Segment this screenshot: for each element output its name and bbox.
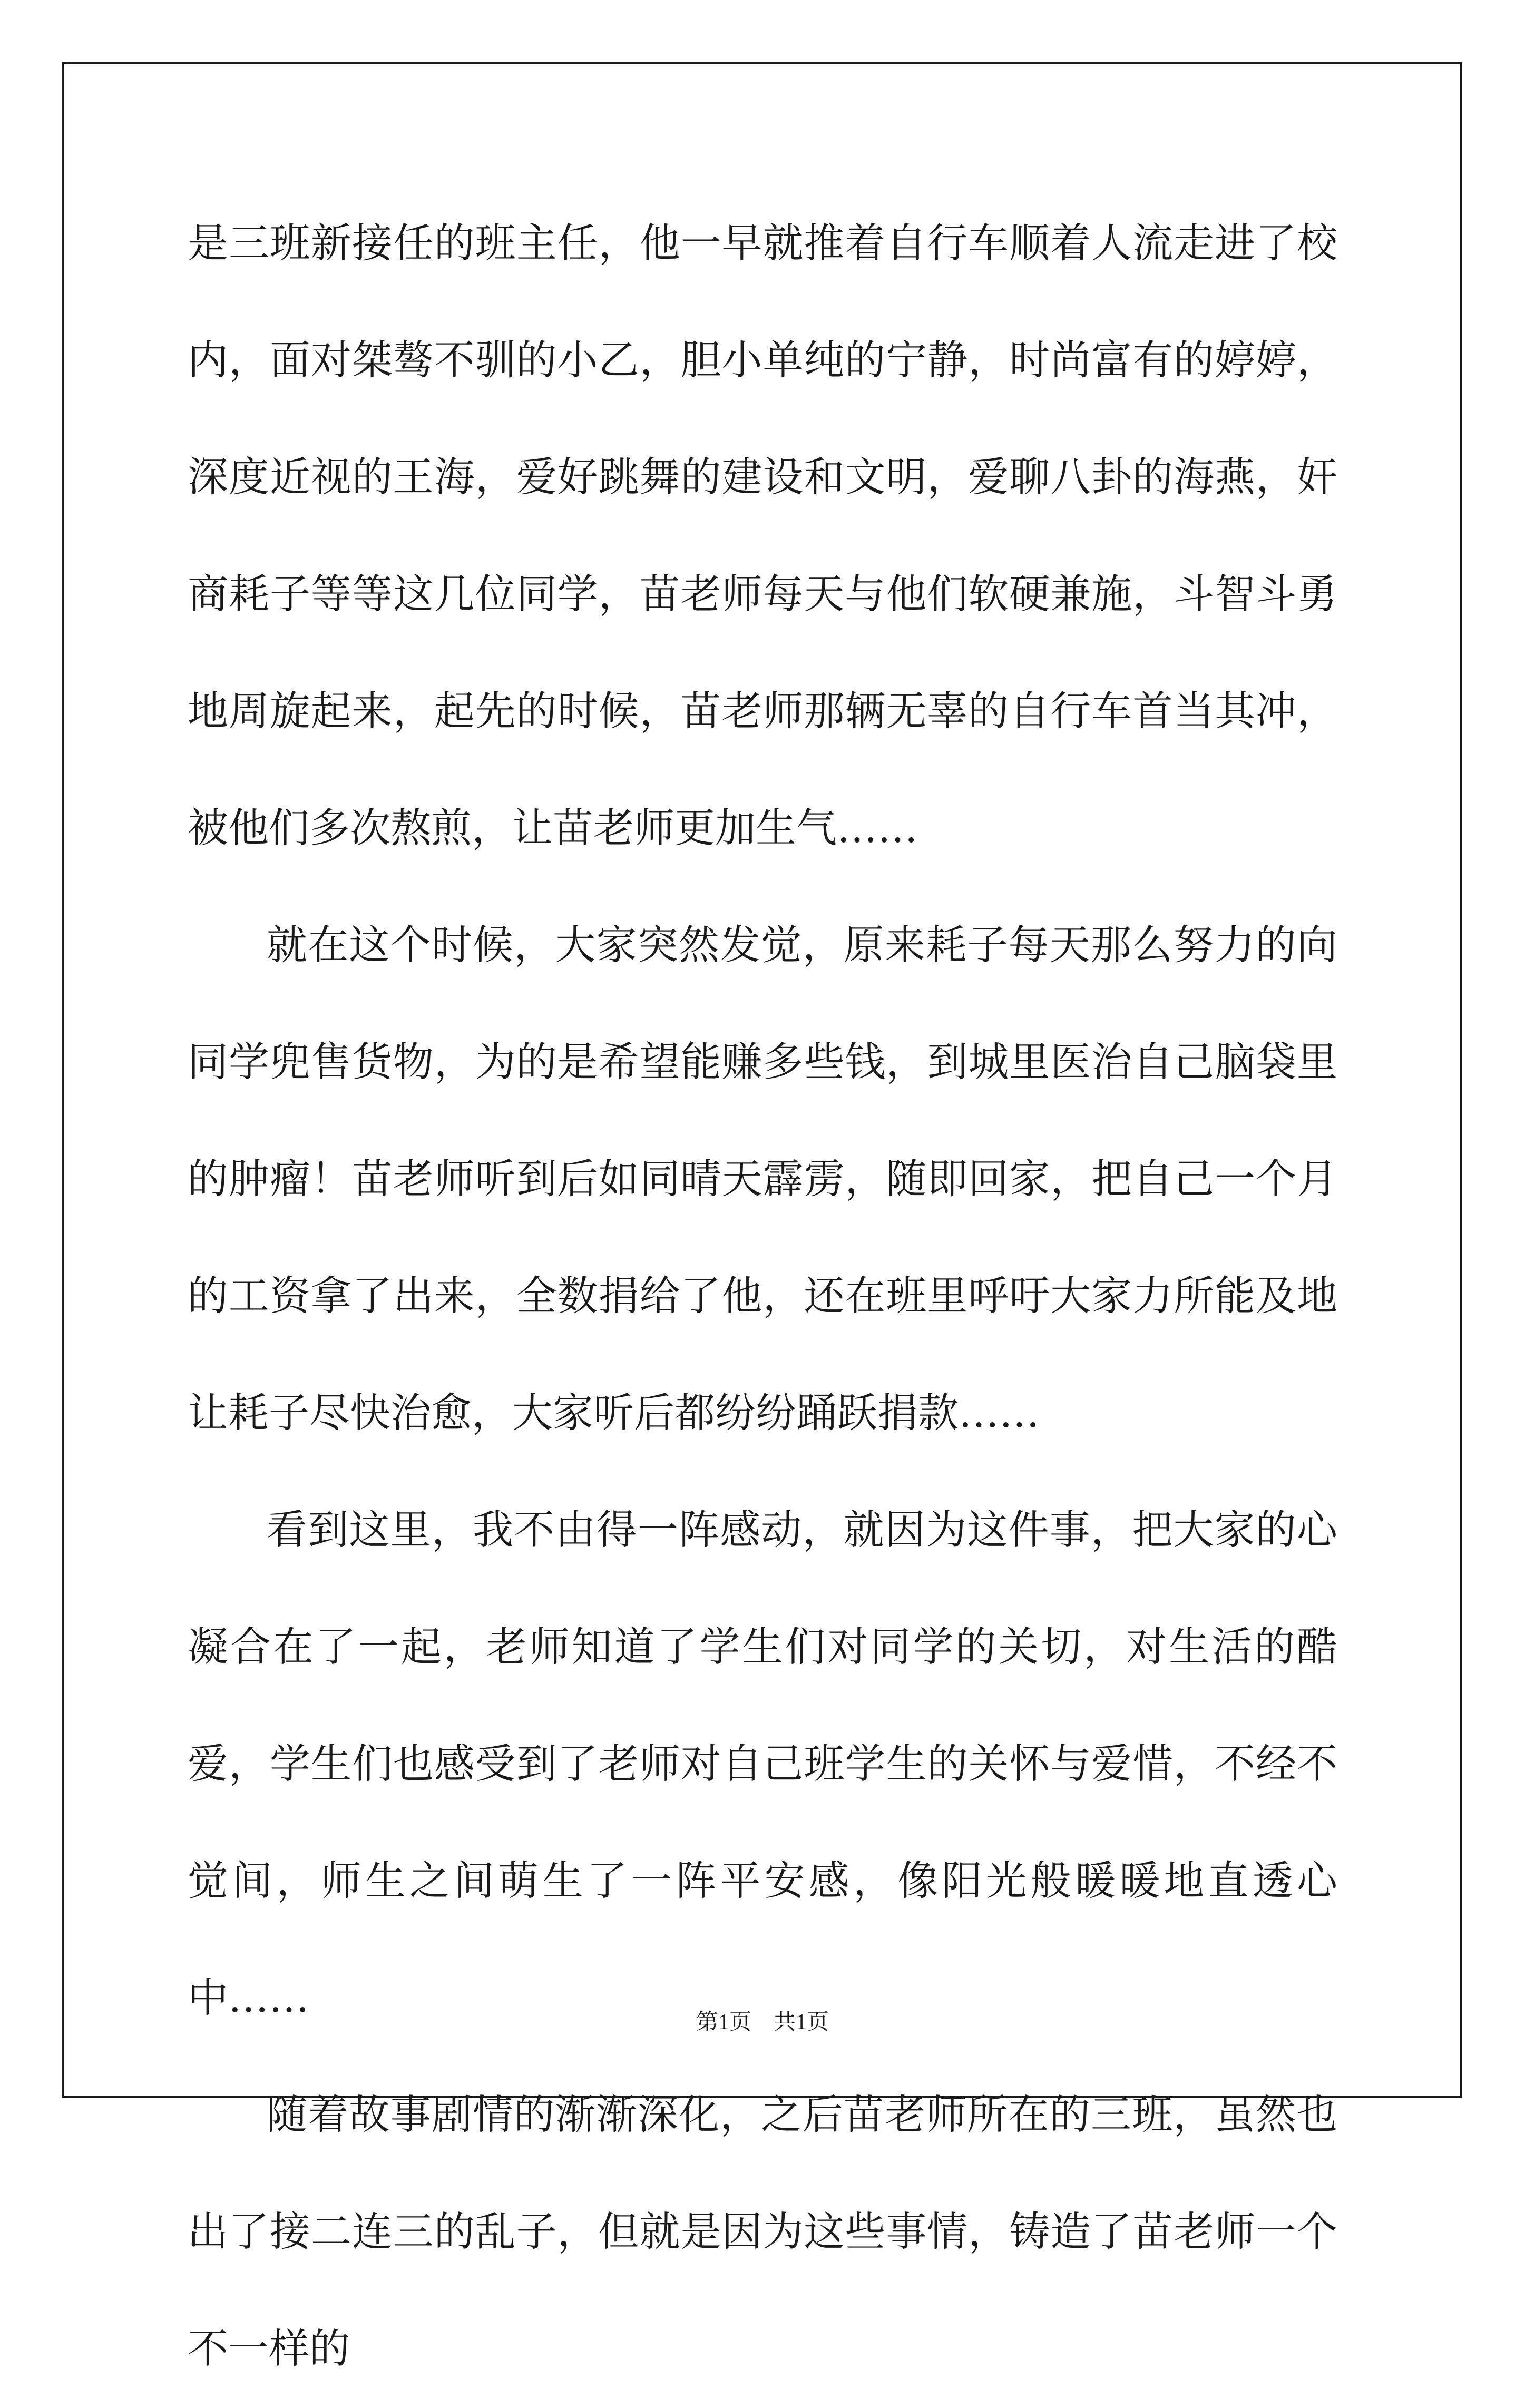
paragraph-1: 是三班新接任的班主任，他一早就推着自行车顺着人流走进了校内，面对桀骜不驯的小乙，胆小单纯的宁静，时尚富有的婷婷，深度近视的王海，爱好跳舞的建设和文明，爱聊八卦的海燕，奸商耗子等等这几位同学，苗老师每天与他们软硬兼施，斗智斗勇地周旋起来，起先的时候，苗老师那辆无辜的自行车首当其冲，被他们多次熬煎，让苗老师更加生气…… xyxy=(188,220,1337,852)
page-footer: 第1页 共1页 xyxy=(696,2010,829,2034)
paragraph-3: 看到这里，我不由得一阵感动，就因为这件事，把大家的心凝合在了一起，老师知道了学生们对同学的关切，对生活的酷爱，学生们也感受到了老师对自己班学生的关怀与爱惜，不经不觉间，师生之间萌生了一阵平安感，像阳光般暖暖地直透心中…… xyxy=(188,1507,1337,2022)
paragraph-4: 随着故事剧情的渐渐深化，之后苗老师所在的三班，虽然也出了接二连三的乱子，但就是因为这些事情，铸造了苗老师一个不一样的 xyxy=(188,2092,1337,2373)
paragraph-2: 就在这个时候，大家突然发觉，原来耗子每天那么努力的向同学兜售货物，为的是希望能赚多些钱，到城里医治自己脑袋里的肿瘤！苗老师听到后如同晴天霹雳，随即回家，把自己一个月的工资拿了出来，全数捐给了他，还在班里呼吁大家力所能及地让耗子尽快治愈，大家听后都纷纷踊跃捐款…… xyxy=(188,922,1337,1437)
document-body xyxy=(188,185,1337,2408)
